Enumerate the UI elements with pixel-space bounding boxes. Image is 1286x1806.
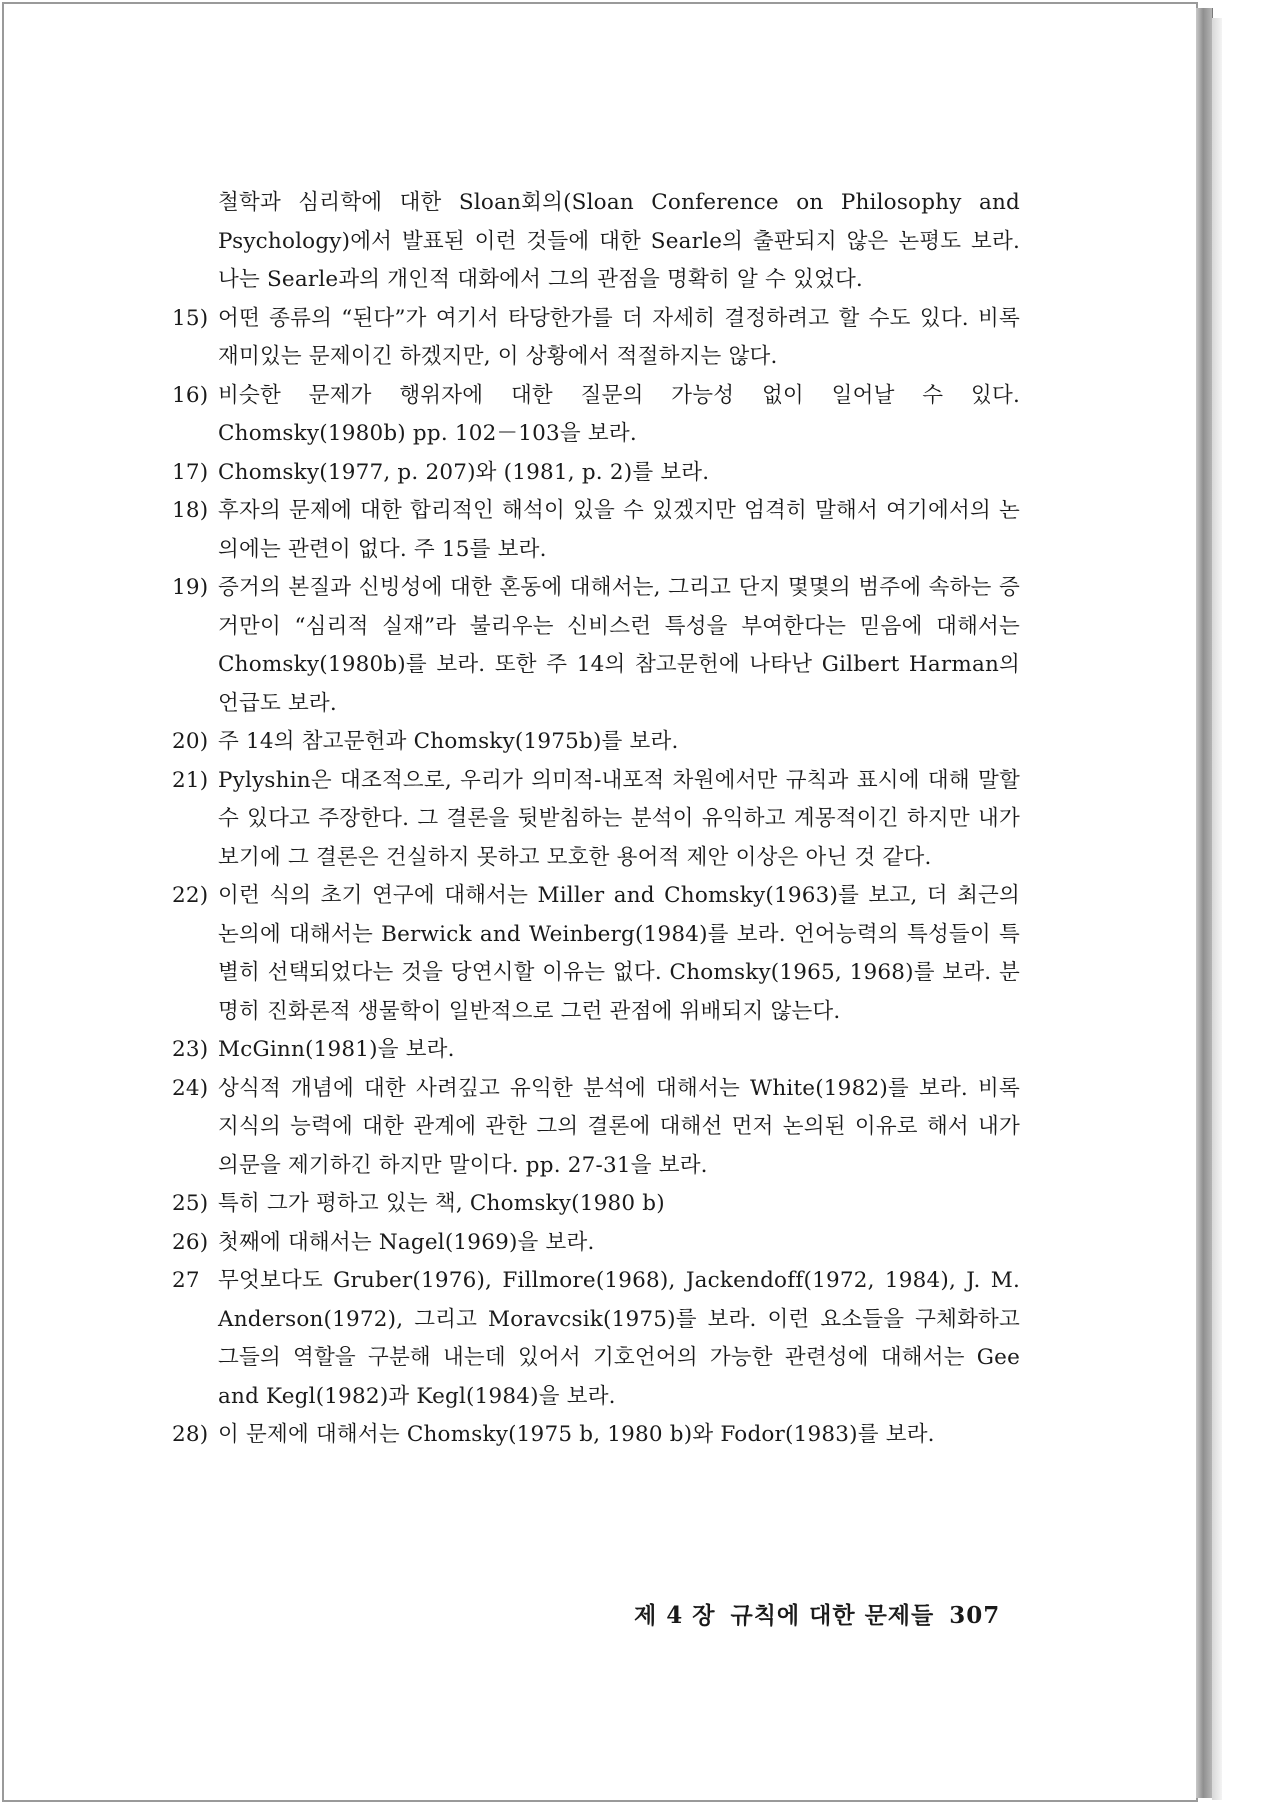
note-item [172, 723, 1020, 762]
note-item [172, 762, 1020, 878]
note-number: 27 [172, 1268, 200, 1293]
note-item [172, 492, 1020, 569]
note-text: McGinn(1981)을 보라. [218, 1037, 455, 1062]
note-item [172, 1185, 1020, 1224]
note-item [172, 1031, 1020, 1070]
note-item [172, 300, 1020, 377]
page-number: 307 [949, 1602, 1001, 1629]
note-text: 증거의 본질과 신빙성에 대한 혼동에 대해서는, 그리고 단지 몇몇의 범주에 속하는 증거만이 “심리적 실재”라 불리우는 신비스런 특성을 부여한다는 믿음에 대해서는 Chomsky(1980b)를 보라. 또한 주 14의 참고문헌에 나타난 Gilbert Harman의 언급도 보라. [218, 575, 1020, 716]
chapter-label: 제 4 장 [634, 1602, 716, 1629]
note-text: 비슷한 문제가 행위자에 대한 질문의 가능성 없이 일어날 수 있다. Chomsky(1980b) pp. 102－103을 보라. [218, 382, 1020, 446]
chapter-title: 규칙에 대한 문제들 [730, 1602, 935, 1629]
page-edge [1196, 8, 1213, 1798]
note-number: 16) [172, 382, 209, 408]
note-text: 이런 식의 초기 연구에 대해서는 Miller and Chomsky(1963)를 보고, 더 최근의 논의에 대해서는 Berwick and Weinberg(1984)를 보라. 언어능력의 특성들이 특별히 선택되었다는 것을 당연시할 이유는 없다. Chomsky(1965, 1968)를 보라. 분명히 진화론적 생물학이 일반적으로 그런 관점에 위배되지 않는다. [218, 883, 1020, 1024]
note-item [172, 377, 1020, 454]
note-number: 15) [172, 305, 209, 331]
page-edge-shadow [1212, 18, 1222, 1800]
note-item [172, 877, 1020, 1031]
note-item [172, 1070, 1020, 1186]
note-item [172, 454, 1020, 493]
note-text: 첫째에 대해서는 Nagel(1969)을 보라. [218, 1229, 595, 1255]
note-number: 22) [172, 883, 209, 908]
note-number: 18) [172, 498, 209, 523]
note-number: 24) [172, 1075, 209, 1101]
note-text: 철학과 심리학에 대한 Sloan회의(Sloan Conference on Philosophy and Psychology)에서 발표된 이런 것들에 대한 Searle의 출판되지 않은 논평도 보라. 나는 Searle과의 개인적 대화에서 그의 관점을 명확히 알 수 있었다. [218, 190, 1020, 292]
note-text: 어떤 종류의 “된다”가 여기서 타당한가를 더 자세히 결정하려고 할 수도 있다. 비록 재미있는 문제이긴 하겠지만, 이 상황에서 적절하지는 않다. [218, 305, 1020, 369]
note-number: 28) [172, 1422, 209, 1447]
note-text: 주 14의 참고문헌과 Chomsky(1975b)를 보라. [218, 729, 679, 754]
note-text: 이 문제에 대해서는 Chomsky(1975 b, 1980 b)와 Fodor(1983)를 보라. [218, 1422, 935, 1447]
note-item [172, 569, 1020, 723]
note-text: 후자의 문제에 대한 합리적인 해석이 있을 수 있겠지만 엄격히 말해서 여기에서의 논의에는 관련이 없다. 주 15를 보라. [218, 498, 1020, 562]
note-text: 무엇보다도 Gruber(1976), Fillmore(1968), Jackendoff(1972, 1984), J. M. Anderson(1972), 그리고 Moravcsik(1975)를 보라. 이런 요소들을 구체화하고 그들의 역할을 구분해 내는데 있어서 기호언어의 가능한 관련성에 대해서는 Gee and Kegl(1982)과 Kegl(1984)을 보라. [218, 1268, 1020, 1409]
note-text: 상식적 개념에 대한 사려깊고 유익한 분석에 대해서는 White(1982)를 보라. 비록 지식의 능력에 대한 관계에 관한 그의 결론에 대해선 먼저 논의된 이유로 해서 내가 의문을 제기하긴 하지만 말이다. pp. 27-31을 보라. [218, 1075, 1020, 1178]
note-text: Pylyshin은 대조적으로, 우리가 의미적-내포적 차원에서만 규칙과 표시에 대해 말할 수 있다고 주장한다. 그 결론을 뒷받침하는 분석이 유익하고 계몽적이긴 하지만 내가 보기에 그 결론은 건실하지 못하고 모호한 용어적 제안 이상은 아닌 것 같다. [218, 767, 1020, 870]
running-footer [634, 1597, 1006, 1630]
note-number: 20) [172, 729, 209, 754]
note-text: 특히 그가 평하고 있는 책, Chomsky(1980 b) [218, 1191, 665, 1216]
notes-list [172, 184, 1020, 1455]
note-number: 25) [172, 1191, 209, 1216]
note-number: 23) [172, 1037, 209, 1062]
note-item [172, 1224, 1020, 1263]
note-number: 21) [172, 767, 209, 793]
note-number: 19) [172, 575, 209, 600]
note-item [172, 1262, 1020, 1416]
note-text: Chomsky(1977, p. 207)와 (1981, p. 2)를 보라. [218, 459, 710, 485]
note-item [172, 184, 1020, 300]
note-item [172, 1416, 1020, 1455]
note-number: 26) [172, 1229, 209, 1255]
note-number: 17) [172, 459, 209, 485]
